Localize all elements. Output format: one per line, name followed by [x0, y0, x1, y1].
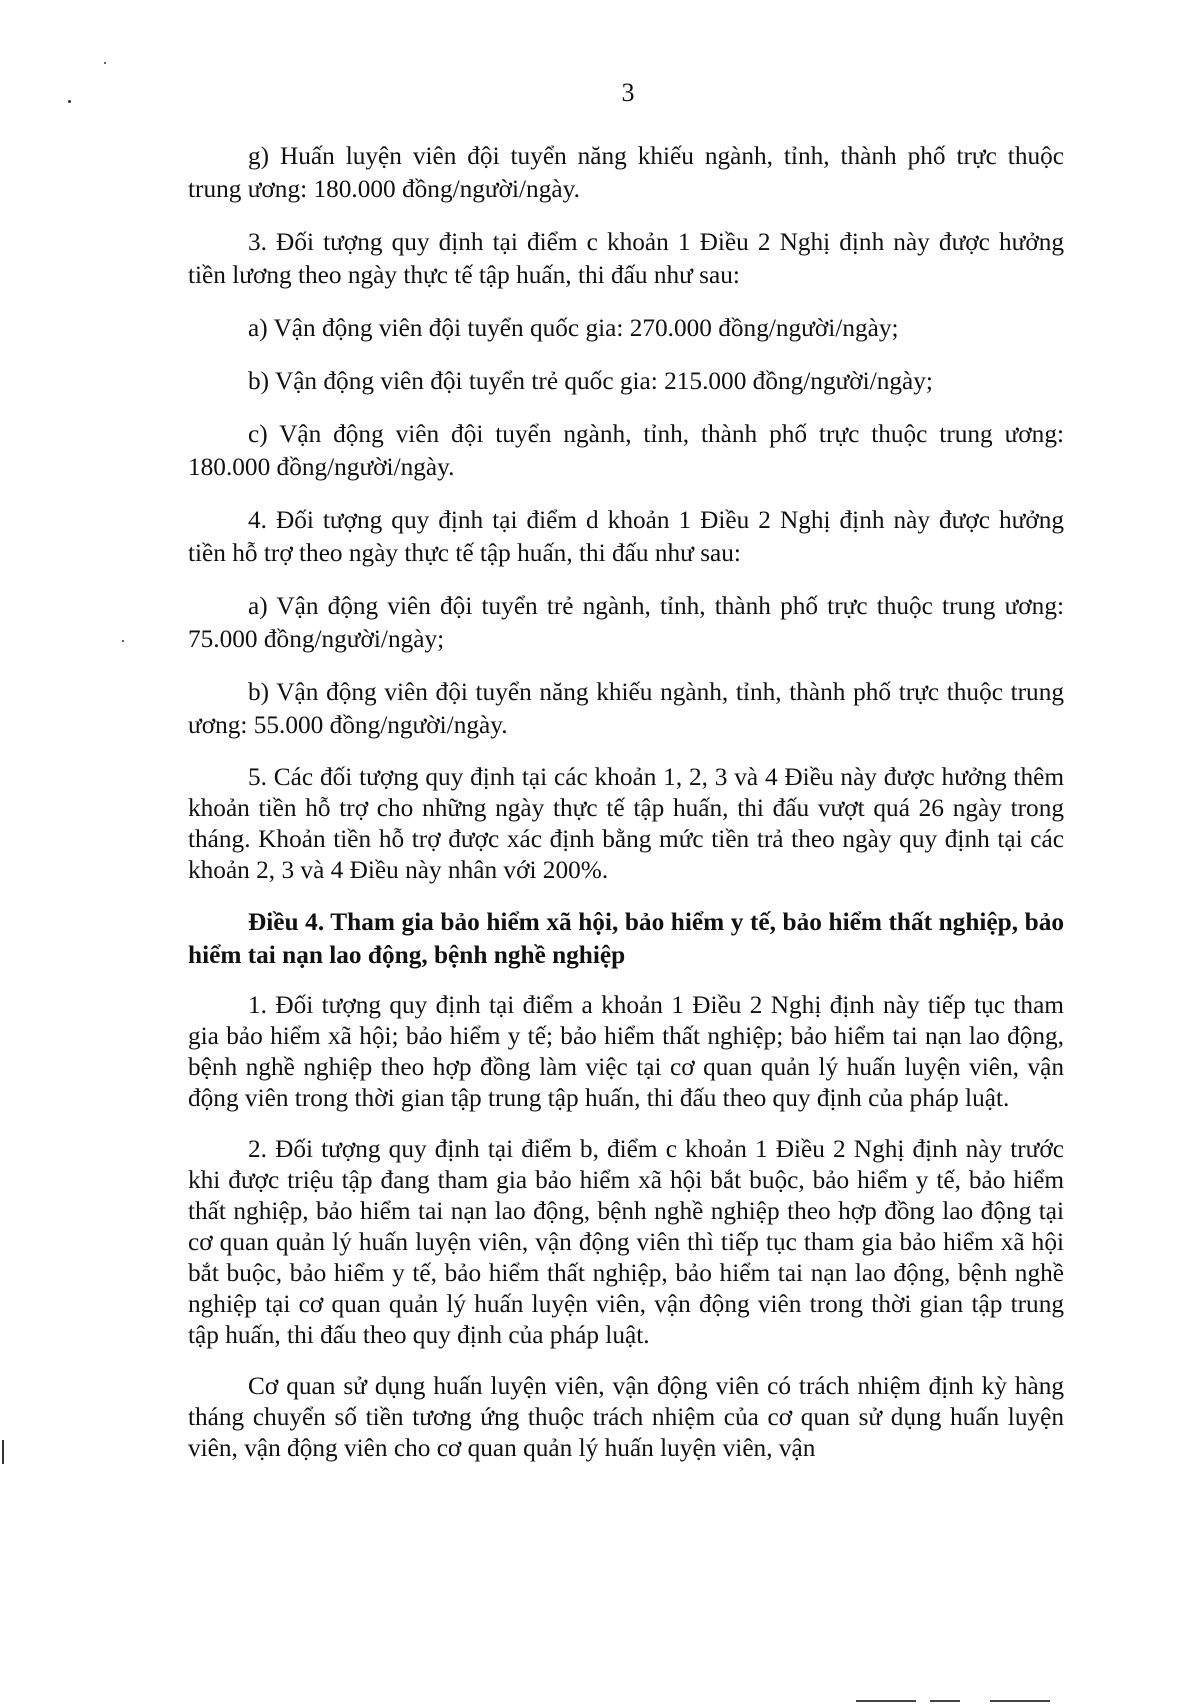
article-4-continuation: Cơ quan sử dụng huấn luyện viên, vận động viên có trách nhiệm định kỳ hàng tháng chuyển số tiền tương ứng thuộc trách nhiệm của cơ quan sử dụng huấn luyện viên, vận động viên cho cơ quan quản lý huấn luyện viên, vận [188, 1372, 1064, 1462]
scan-line [990, 1700, 1050, 1702]
article-4-clause-2: 2. Đối tượng quy định tại điểm b, điểm c khoản 1 Điều 2 Nghị định này trước khi được triệu tập đang tham gia bảo hiểm xã hội bắt buộc, bảo hiểm y tế, bảo hiểm thất nghiệp, bảo hiểm tai nạn lao động, bệnh nghề nghiệp theo hợp đồng lao động tại cơ quan quản lý huấn luyện viên, vận động viên thì tiếp tục tham gia bảo hiểm xã hội bắt buộc, bảo hiểm y tế, bảo hiểm thất nghiệp, bảo hiểm tai nạn lao động, bệnh nghề nghiệp tại cơ quan quản lý huấn luyện viên, vận động viên trong thời gian tập trung tập huấn, thi đấu theo quy định của pháp luật. [188, 1135, 1064, 1349]
paragraph-clause-3: 3. Đối tượng quy định tại điểm c khoản 1 Điều 2 Nghị định này được hưởng tiền lương theo ngày thực tế tập huấn, thi đấu như sau: [188, 228, 1064, 289]
scan-line [856, 1700, 916, 1702]
paragraph-clause-5: 5. Các đối tượng quy định tại các khoản 1, 2, 3 và 4 Điều này được hưởng thêm khoản tiền hỗ trợ cho những ngày thực tế tập huấn, thi đấu vượt quá 26 ngày trong tháng. Khoản tiền hỗ trợ được xác định bằng mức tiền trả theo ngày quy định tại các khoản 2, 3 và 4 Điều này nhân với 200%. [188, 763, 1064, 884]
paragraph-clause-3a: a) Vận động viên đội tuyển quốc gia: 270.000 đồng/người/ngày; [248, 314, 899, 342]
article-4-clause-1: 1. Đối tượng quy định tại điểm a khoản 1 Điều 2 Nghị định này tiếp tục tham gia bảo hiểm xã hội; bảo hiểm y tế; bảo hiểm thất nghiệp; bảo hiểm tai nạn lao động, bệnh nghề nghiệp theo hợp đồng làm việc tại cơ quan quản lý huấn luyện viên, vận động viên trong thời gian tập trung tập huấn, thi đấu theo quy định của pháp luật. [188, 991, 1064, 1112]
paragraph-clause-4b: b) Vận động viên đội tuyển năng khiếu ngành, tỉnh, thành phố trực thuộc trung ương: 55.000 đồng/người/ngày. [188, 678, 1064, 739]
paragraph-clause-3c: c) Vận động viên đội tuyển ngành, tỉnh, thành phố trực thuộc trung ương: 180.000 đồng/người/ngày. [188, 420, 1064, 481]
scan-speck [68, 100, 71, 103]
paragraph-clause-3b: b) Vận động viên đội tuyển trẻ quốc gia: 215.000 đồng/người/ngày; [248, 367, 933, 395]
paragraph-clause-4: 4. Đối tượng quy định tại điểm d khoản 1 Điều 2 Nghị định này được hưởng tiền hỗ trợ theo ngày thực tế tập huấn, thi đấu như sau: [188, 506, 1064, 567]
page-number: 3 [621, 78, 635, 107]
paragraph-clause-4a: a) Vận động viên đội tuyển trẻ ngành, tỉnh, thành phố trực thuộc trung ương: 75.000 đồng/người/ngày; [188, 592, 1064, 653]
document-body [188, 140, 1064, 1484]
scan-line [930, 1700, 960, 1702]
article-4-heading: Điều 4. Tham gia bảo hiểm xã hội, bảo hiểm y tế, bảo hiểm thất nghiệp, bảo hiểm tai nạn lao động, bệnh nghề nghiệp [188, 908, 1064, 969]
scan-speck [122, 640, 124, 642]
scan-speck [104, 62, 106, 64]
paragraph-point-g: g) Huấn luyện viên đội tuyển năng khiếu ngành, tỉnh, thành phố trực thuộc trung ương: 180.000 đồng/người/ngày. [188, 142, 1064, 203]
scan-speck [2, 1440, 4, 1464]
